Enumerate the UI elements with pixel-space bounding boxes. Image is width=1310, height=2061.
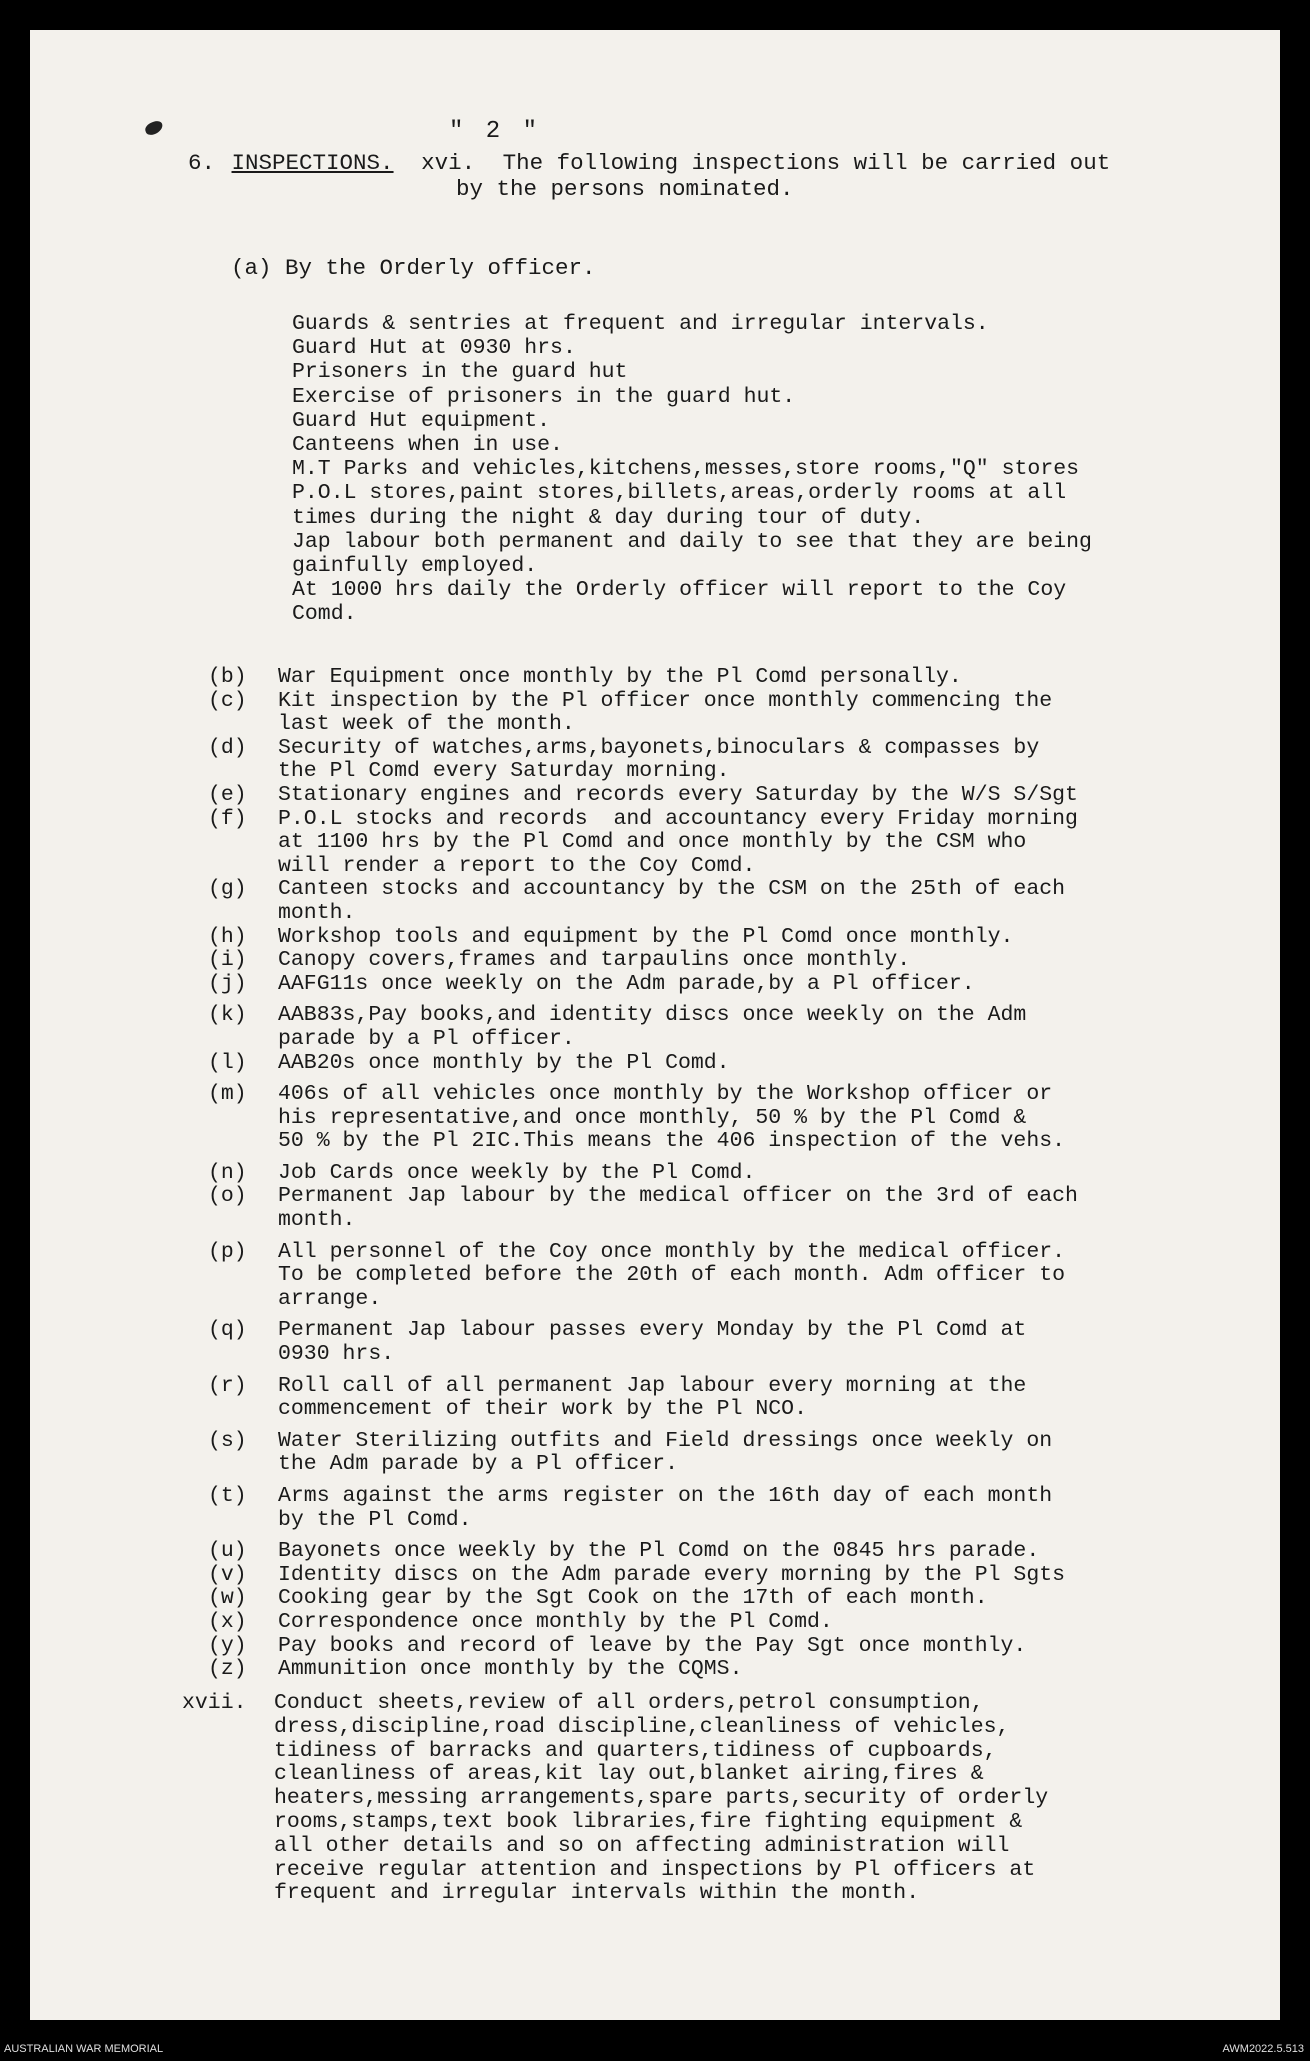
inspection-item <box>208 1430 1218 1477</box>
section-title: INSPECTIONS. <box>231 150 394 176</box>
item-label: (t) <box>208 1484 247 1508</box>
inspection-item <box>208 949 1218 973</box>
duty-line: M.T Parks and vehicles,kitchens,messes,store rooms,"Q" stores P.O.L stores,paint stores,billets,areas,orderly rooms at all times during the night & day during tour of duty. <box>292 457 1080 530</box>
inspection-item <box>208 1540 1218 1564</box>
inspection-item <box>208 784 1218 808</box>
item-text: AAFG11s once weekly on the Adm parade,by a Pl officer. <box>278 971 975 996</box>
item-text: 406s of all vehicles once monthly by the Workshop officer or his representative,and once monthly, 50 % by the Pl Comd & 50 % by the Pl 2IC.This means the 406 inspection of the vehs. <box>278 1082 1066 1154</box>
item-text: AAB20s once monthly by the Pl Comd. <box>278 1050 730 1075</box>
item-label: (h) <box>208 924 247 949</box>
inspection-item <box>208 1485 1218 1532</box>
item-text: Roll call of all permanent Jap labour every morning at the commencement of their work by the Pl NCO. <box>278 1373 1027 1422</box>
inspection-item <box>208 690 1218 737</box>
orderly-officer-heading: (a) By the Orderly officer. <box>231 255 596 281</box>
document-page <box>30 30 1280 2020</box>
item-text: Ammunition once monthly by the CQMS. <box>278 1657 743 1682</box>
item-text: Permanent Jap labour passes every Monday by the Pl Comd at 0930 hrs. <box>278 1318 1027 1367</box>
inspection-item <box>208 1185 1218 1232</box>
item-label: (b) <box>208 665 247 689</box>
duty-line: Guards & sentries at frequent and irregular intervals. <box>292 312 989 336</box>
item-text: AAB83s,Pay books,and identity discs once weekly on the Adm parade by a Pl officer. <box>278 1003 1027 1051</box>
inspection-item <box>208 926 1218 950</box>
footer-archive-reference: AWM2022.5.513 <box>1222 2043 1304 2055</box>
item-text: Canteen stocks and accountancy by the CSM on the 25th of each month. <box>278 877 1066 925</box>
duty-line: Canteens when in use. <box>292 433 563 458</box>
inspection-item <box>208 737 1218 784</box>
inspection-item <box>208 1658 1218 1682</box>
inspection-item <box>208 1564 1218 1588</box>
inspection-item <box>208 1587 1218 1611</box>
duty-line: Guard Hut at 0930 hrs. <box>292 336 576 361</box>
item-text: Correspondence once monthly by the Pl Comd. <box>278 1609 833 1634</box>
item-text: Arms against the arms register on the 16th day of each month by the Pl Comd. <box>278 1484 1053 1532</box>
item-label: (p) <box>208 1239 247 1264</box>
inspection-item <box>208 1375 1218 1422</box>
section-heading <box>188 150 1188 202</box>
item-label: (u) <box>208 1539 247 1564</box>
item-text: Workshop tools and equipment by the Pl Comd once monthly. <box>278 924 1014 949</box>
inspection-item <box>208 666 1218 690</box>
item-text: Permanent Jap labour by the medical officer on the 3rd of each month. <box>278 1184 1078 1233</box>
item-label: (q) <box>208 1318 247 1343</box>
section-text-line2: by the persons nominated. <box>456 176 794 202</box>
inspection-item <box>208 1319 1218 1366</box>
item-label: (k) <box>208 1003 247 1028</box>
inspection-item <box>208 1083 1218 1154</box>
item-text: Bayonets once weekly by the Pl Comd on the 0845 hrs parade. <box>278 1539 1040 1564</box>
section-number: 6. <box>188 150 216 176</box>
item-text: Cooking gear by the Sgt Cook on the 17th of each month. <box>278 1586 988 1611</box>
item-label: (y) <box>208 1633 247 1658</box>
inspection-items <box>208 666 1218 1682</box>
item-text: Security of watches,arms,bayonets,binoculars & compasses by the Pl Comd every Saturday morning. <box>278 735 1040 784</box>
item-label: (f) <box>208 806 247 831</box>
item-label: (d) <box>208 735 247 760</box>
item-label: (m) <box>208 1082 247 1107</box>
item-label: (j) <box>208 971 247 996</box>
inspection-item <box>208 878 1218 925</box>
inspection-item <box>208 973 1218 997</box>
item-label: (n) <box>208 1160 247 1185</box>
item-label: (r) <box>208 1373 247 1398</box>
item-text: All personnel of the Coy once monthly by the medical officer. To be completed before the 20th of each month. Adm officer to arrange. <box>278 1239 1066 1311</box>
section-text-line1: The following inspections will be carried out <box>502 150 1111 176</box>
item-label: (l) <box>208 1050 247 1075</box>
item-label: (v) <box>208 1562 247 1587</box>
inspection-item <box>208 1611 1218 1635</box>
item-text: War Equipment once monthly by the Pl Comd personally. <box>278 665 962 689</box>
section-sub-number: xvi. <box>421 150 476 176</box>
item-text: P.O.L stocks and records and accountancy every Friday morning at 1100 hrs by the Pl Comd and once monthly by the CSM who will render a report to the Coy Comd. <box>278 806 1078 878</box>
duty-line: Prisoners in the guard hut <box>292 360 628 385</box>
inspection-item <box>208 1004 1218 1051</box>
item-text: Kit inspection by the Pl officer once monthly commencing the last week of the month. <box>278 688 1053 737</box>
closing-text: Conduct sheets,review of all orders,petrol consumption, dress,discipline,road discipline,cleanliness of vehicles, tidiness of barracks and quarters,tidiness of cupboards, cleanliness of areas,kit lay out,blanket airing,fires & heaters,messing arrangements,spare parts,security of orderly rooms,stamps,text book libraries,fire fighting equipment & all other details and so on affecting administration will receive regular attention and inspections by Pl officers at frequent and irregular intervals within the month. <box>274 1691 1049 1906</box>
item-text: Identity discs on the Adm parade every morning by the Pl Sgts <box>278 1562 1066 1587</box>
duty-line: Guard Hut equipment. <box>292 408 551 433</box>
closing-paragraph <box>182 1692 1192 1906</box>
inspection-item <box>208 1241 1218 1312</box>
item-label: (o) <box>208 1184 247 1209</box>
inspection-item <box>208 808 1218 879</box>
item-text: Job Cards once weekly by the Pl Comd. <box>278 1160 756 1185</box>
item-text: Stationary engines and records every Saturday by the W/S S/Sgt <box>278 782 1078 807</box>
duty-line: Exercise of prisoners in the guard hut. <box>292 384 796 409</box>
item-text: Water Sterilizing outfits and Field dressings once weekly on the Adm parade by a Pl officer. <box>278 1428 1053 1477</box>
orderly-officer-duties <box>292 312 1252 627</box>
item-label: (x) <box>208 1609 247 1634</box>
inspection-item <box>208 1635 1218 1659</box>
item-label: (w) <box>208 1586 247 1611</box>
item-label: (z) <box>208 1657 247 1682</box>
item-text: Pay books and record of leave by the Pay Sgt once monthly. <box>278 1633 1027 1658</box>
footer-archive-name: AUSTRALIAN WAR MEMORIAL <box>4 2043 164 2055</box>
closing-label: xvii. <box>182 1691 247 1715</box>
item-label: (s) <box>208 1428 247 1453</box>
page-number: " 2 " <box>448 118 541 145</box>
duty-line: At 1000 hrs daily the Orderly officer will report to the Coy Comd. <box>292 578 1067 627</box>
inspection-item <box>208 1052 1218 1076</box>
inspection-item <box>208 1162 1218 1186</box>
item-label: (c) <box>208 688 247 713</box>
item-label: (i) <box>208 948 247 973</box>
duty-line: Jap labour both permanent and daily to see that they are being gainfully employed. <box>292 529 1092 579</box>
item-label: (e) <box>208 782 247 807</box>
item-label: (g) <box>208 877 247 902</box>
item-text: Canopy covers,frames and tarpaulins once monthly. <box>278 948 911 973</box>
